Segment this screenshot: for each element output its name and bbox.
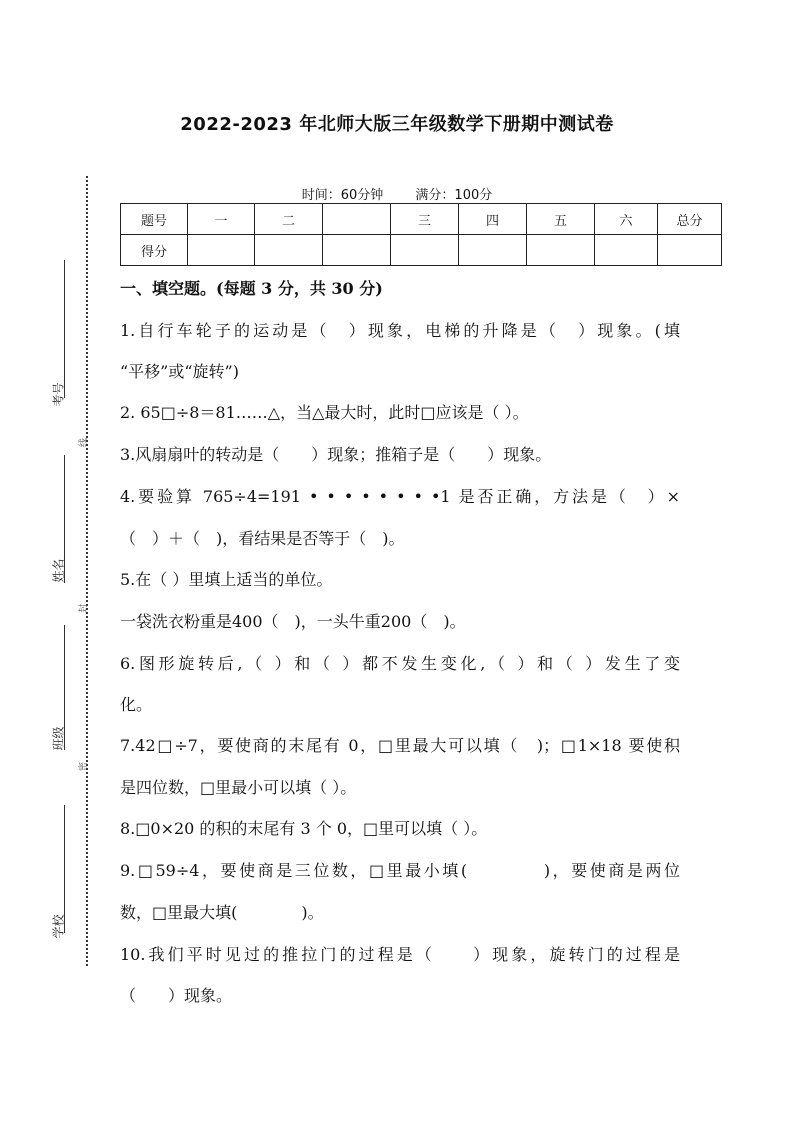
question-line: 数，□里最大填( )。 <box>120 903 324 922</box>
score-header-cell: 四 <box>459 204 527 235</box>
question-line: “平移”或“旋转”) <box>120 362 239 381</box>
class-label: 班级 <box>51 726 66 751</box>
question-line: 3.风扇扇叶的转动是（ ）现象；推箱子是（ ）现象。 <box>120 445 552 464</box>
cut-mark: 封 <box>79 603 90 614</box>
score-cell[interactable] <box>527 235 595 266</box>
question-line: 5.在（ ）里填上适当的单位。 <box>120 570 333 589</box>
exam-full-score: 满分：100分 <box>415 188 493 203</box>
question-line: 9.□59÷4，要使商是三位数，□里最小填( )，要使商是两位 <box>120 861 680 880</box>
question-line: 10.我们平时见过的推拉门的过程是（ ）现象，旋转门的过程是 <box>120 945 680 964</box>
question-line: 是四位数，□里最小可以填（ ）。 <box>120 778 357 797</box>
score-header-cell <box>323 204 391 235</box>
score-row-label: 得分 <box>121 235 188 266</box>
binding-dotted-line <box>86 176 88 966</box>
exam-number-fill-line <box>64 260 65 398</box>
name-label: 姓名 <box>51 558 66 583</box>
score-cell[interactable] <box>459 235 527 266</box>
score-cell[interactable] <box>255 235 323 266</box>
question-line: 7.42□÷7，要使商的末尾有 0，□里最大可以填（ )；□1×18 要使积 <box>120 736 680 755</box>
question-line: 6.图形旋转后,（ ）和（ ）都不发生变化,（ ）和（ ）发生了变 <box>120 654 680 673</box>
score-table-header-row <box>121 204 722 235</box>
question-line: 一袋洗衣粉重是400（ )，一头牛重200（ )。 <box>120 612 466 631</box>
question-line: 4.要验算 765÷4=191 • • • • • • • •1 是否正确，方法是（ ）× <box>120 487 680 506</box>
question-line: （ ）现象。 <box>120 986 233 1005</box>
question-line: 8.□0×20 的积的末尾有 3 个 0，□里可以填（ ）。 <box>120 819 488 838</box>
score-header-cell: 题号 <box>121 204 188 235</box>
school-label: 学校 <box>51 914 66 939</box>
exam-meta <box>0 184 794 203</box>
cut-mark: 线 <box>79 437 90 448</box>
page-title: 2022-2023 年北师大版三年级数学下册期中测试卷 <box>180 114 614 135</box>
score-header-cell: 三 <box>391 204 459 235</box>
score-header-cell: 二 <box>255 204 323 235</box>
exam-time: 时间：60分钟 <box>301 188 384 203</box>
score-table-score-row <box>121 235 722 266</box>
score-header-cell: 总分 <box>658 204 722 235</box>
question-line: 2. 65□÷8＝81……△，当△最大时，此时□应该是（ ）。 <box>120 403 529 422</box>
score-cell[interactable] <box>595 235 658 266</box>
score-cell[interactable] <box>323 235 391 266</box>
score-header-cell: 五 <box>527 204 595 235</box>
question-line: 化。 <box>120 695 153 714</box>
score-header-cell: 一 <box>188 204 255 235</box>
exam-number-label: 考号 <box>51 382 66 407</box>
score-cell[interactable] <box>658 235 722 266</box>
score-cell[interactable] <box>391 235 459 266</box>
score-header-cell: 六 <box>595 204 658 235</box>
question-line: （ ）＋（ )，看结果是否等于（ )。 <box>120 529 405 548</box>
section-title: 一、填空题。(每题 3 分，共 30 分) <box>120 279 383 298</box>
score-cell[interactable] <box>188 235 255 266</box>
score-table <box>120 203 722 266</box>
question-line: 1.自行车轮子的运动是（ ）现象，电梯的升降是（ ）现象。(填 <box>120 321 680 340</box>
cut-mark: 密 <box>79 761 90 772</box>
